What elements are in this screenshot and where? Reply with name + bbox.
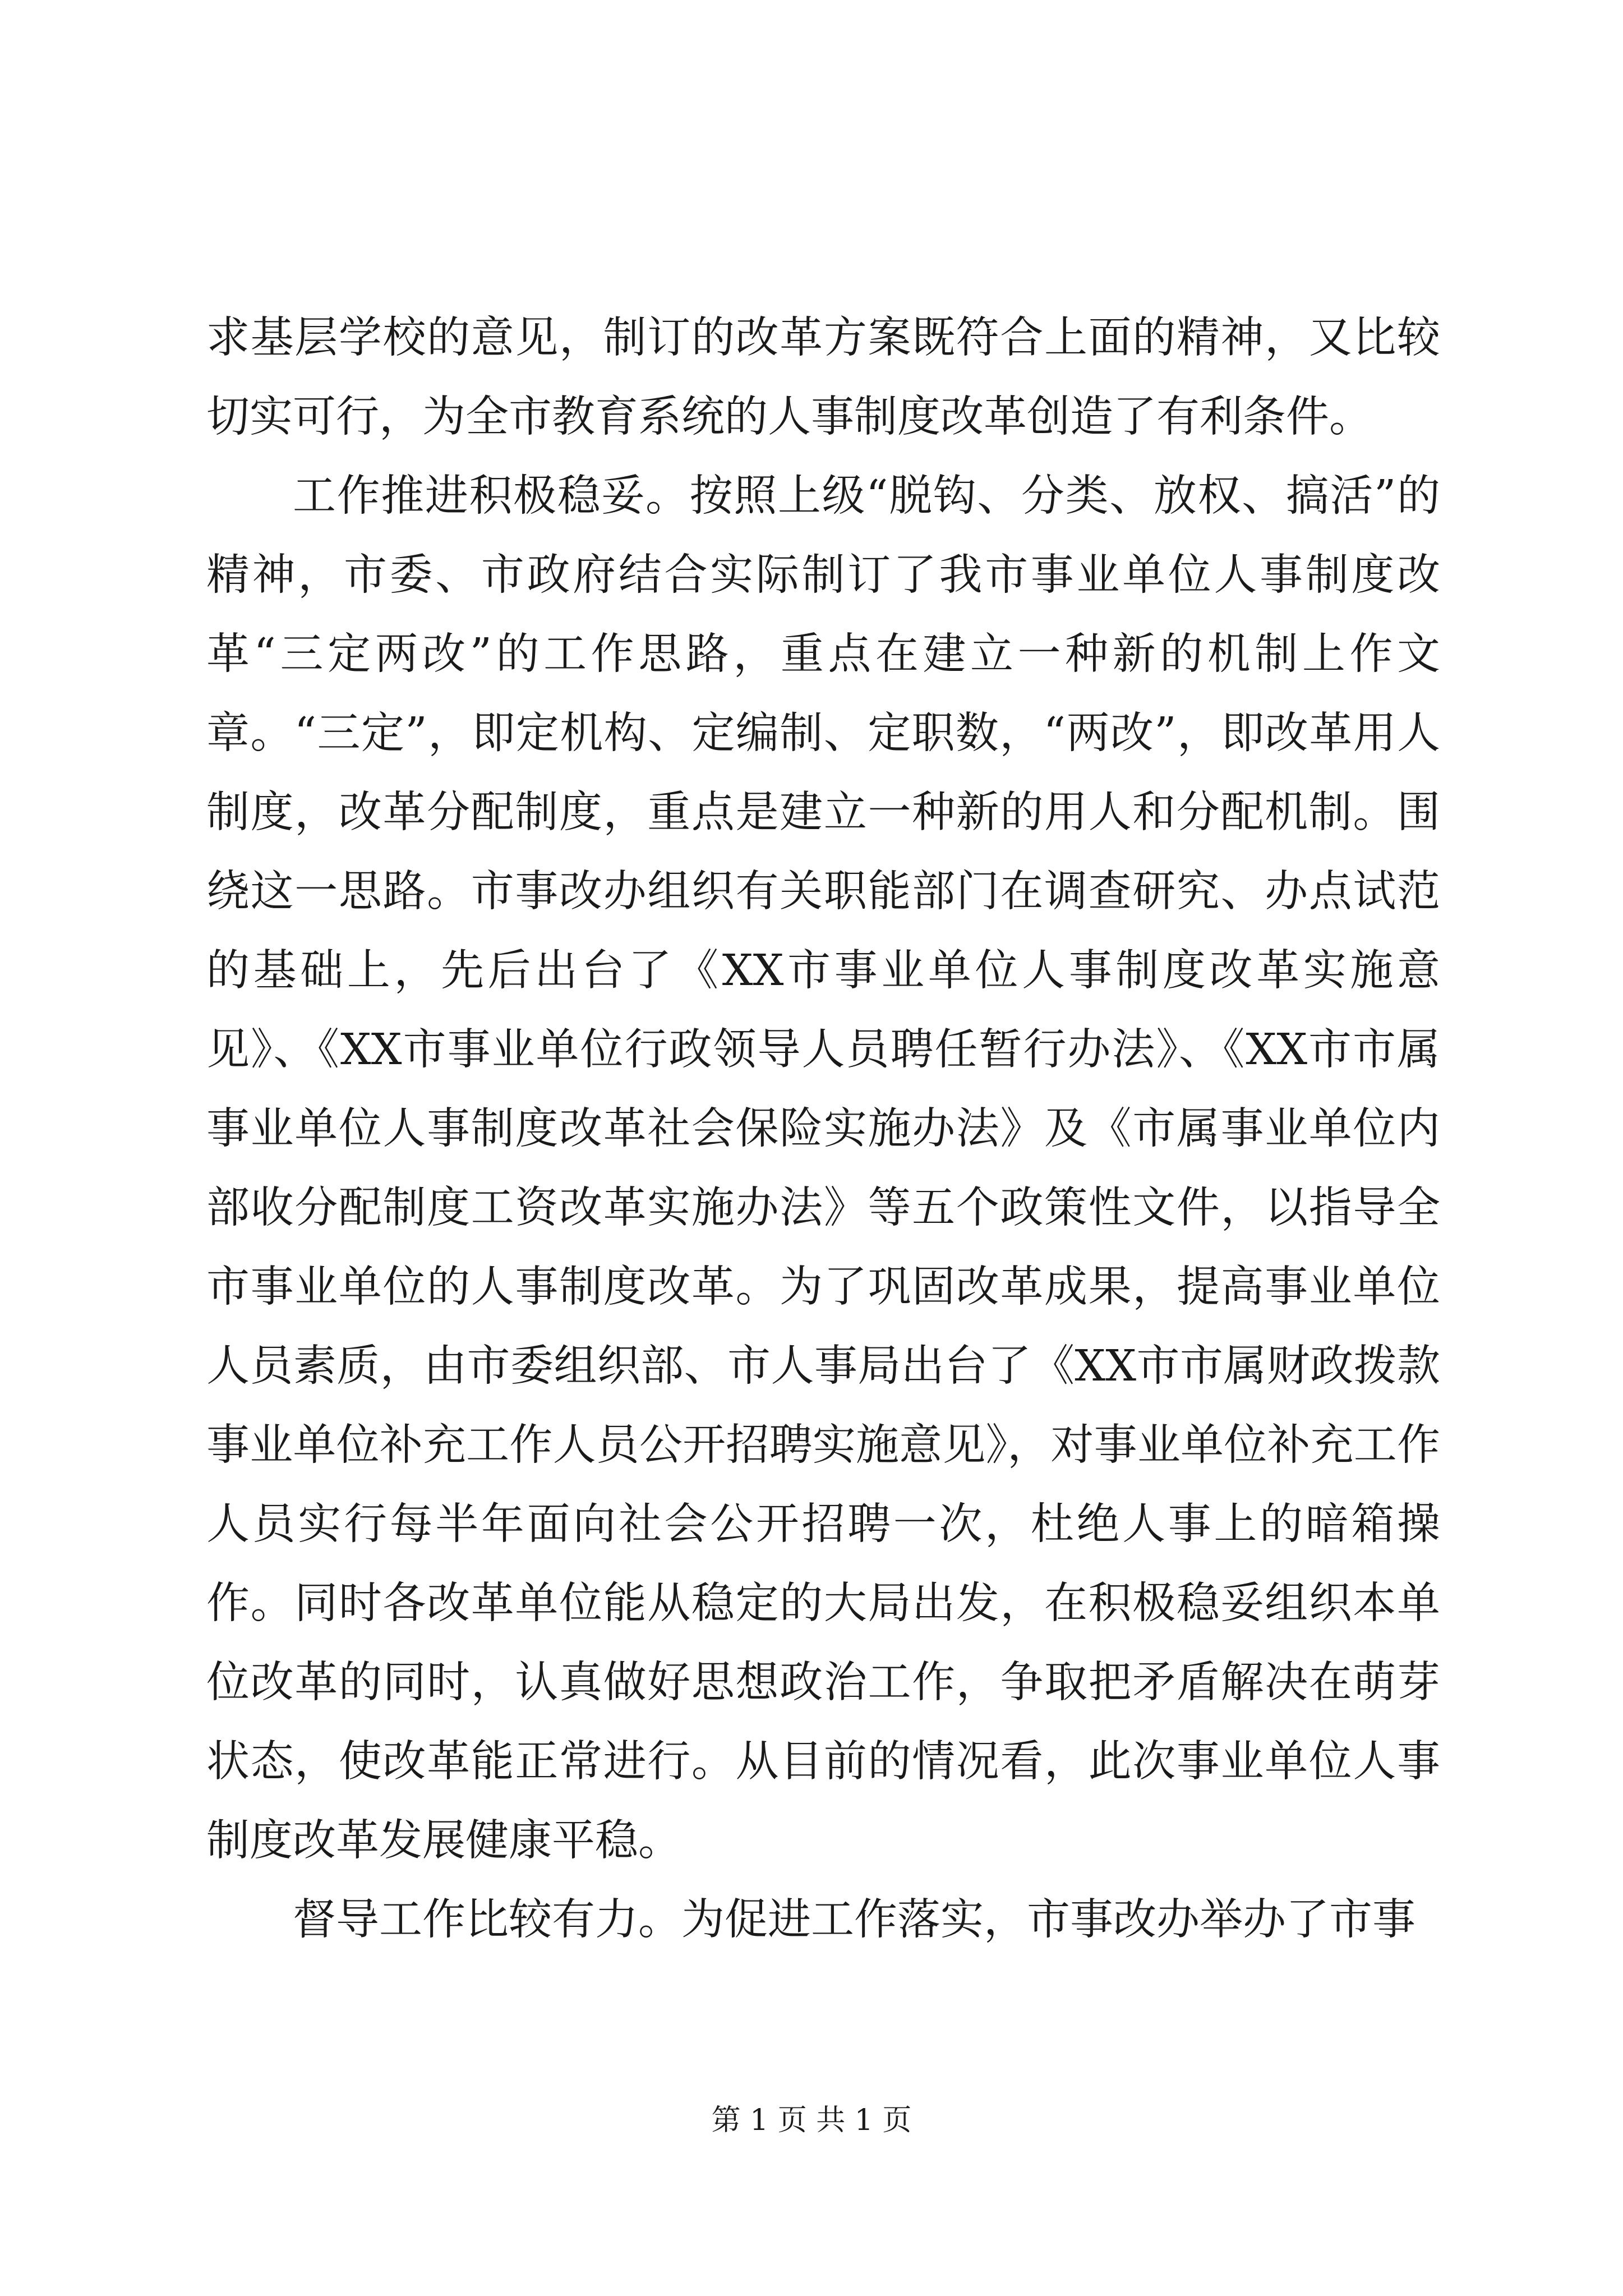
- page-footer: 第 1 页 共 1 页: [711, 2104, 912, 2137]
- paragraph-1: 求基层学校的意见，制订的改革方案既符合上面的精神，又比较切实可行，为全市教育系统的人事制度改革创造了有利条件。: [206, 313, 1440, 442]
- paragraph-3: 督导工作比较有力。为促进工作落实，市事改办举办了市事: [293, 1895, 1415, 1945]
- body-text: [206, 298, 1440, 1959]
- paragraph-2: 工作推进积极稳妥。按照上级“脱钩、分类、放权、搞活”的精神，市委、市政府结合实际制订了我市事业单位人事制度改革“三定两改”的工作思路，重点在建立一种新的机制上作文章。“三定”，即定机构、定编制、定职数，“两改”，即改革用人制度，改革分配制度，重点是建立一种新的用人和分配机制。围绕这一思路。市事改办组织有关职能部门在调查研究、办点试范的基础上，先后出台了《XX市事业单位人事制度改革实施意见》、《XX市事业单位行政领导人员聘任暂行办法》、《XX市市属事业单位人事制度改革社会保险实施办法》及《市属事业单位内部收分配制度工资改革实施办法》等五个政策性文件，以指导全市事业单位的人事制度改革。为了巩固改革成果，提高事业单位人员素质，由市委组织部、市人事局出台了《XX市市属财政拨款事业单位补充工作人员公开招聘实施意见》，对事业单位补充工作人员实行每半年面向社会公开招聘一次，杜绝人事上的暗箱操作。同时各改革单位能从稳定的大局出发，在积极稳妥组织本单位改革的同时，认真做好思想政治工作，争取把矛盾解决在萌芽状态，使改革能正常进行。从目前的情况看，此次事业单位人事制度改革发展健康平稳。: [206, 471, 1440, 1866]
